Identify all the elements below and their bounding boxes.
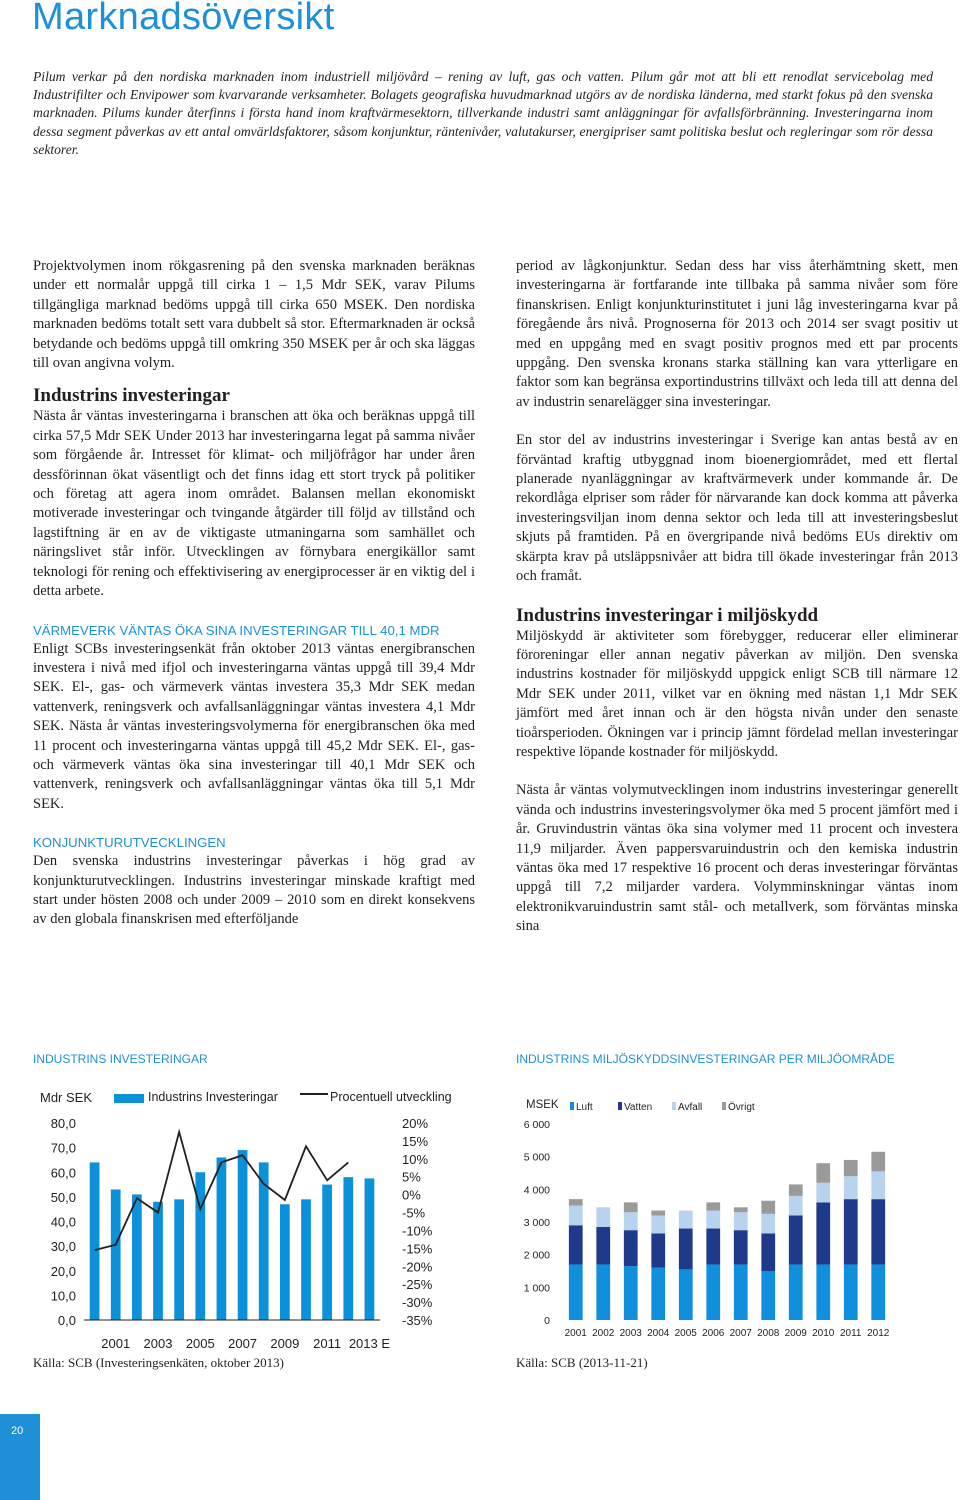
chart2-unit-label: MSEK — [526, 1099, 559, 1111]
x-tick-label: 2003 — [143, 1336, 173, 1351]
y-tick-label: 20,0 — [50, 1263, 76, 1279]
paragraph: Nästa år väntas volymutvecklingen inom industrins investeringar generellt vända och industrins investeringsvolymer öka med 5 procent jämfört med i år. Gruvindustrin väntas öka sina volymer med 11 procent och investera 11,9 miljarder. Även pappersvaruindustrin och den kemiska industrin väntas öka med 17 respektive 16 procent och deras investeringar förväntas uppgå till 7,2 miljarder vardera. Volymminskningar väntas inom elektronikvaruindustrin samt stål- och metallverk, som förväntas minska sina — [516, 782, 958, 935]
y-tick-label: 60,0 — [50, 1165, 76, 1181]
x-tick-label: 2001 — [101, 1336, 131, 1351]
y2-tick-label: -10% — [402, 1223, 433, 1239]
y-tick-label: 6 000 — [523, 1119, 550, 1131]
x-tick-label: 2002 — [592, 1328, 615, 1339]
paragraph: period av lågkonjunktur. Sedan dess har viss återhämtning skett, men investeringarna är fortfarande inte tillbaka på samma nivåer som före finanskrisen. Enligt konjunkturinstitutet i juni låg investeringarna kvar på föregående års nivå. Prognoserna för 2013 och 2014 ser svagt positiv ut med en uppgång med en svagt positiv prognos med ett par procents uppgång. Den svenska kronans starka ställning kan vara ytterligare en faktor som kan begränsa exportindustrins tillväxt och leda till att denna del av industrin senarelägger sina investeringar. — [516, 258, 958, 410]
paragraph: Den svenska industrins investeringar påverkas i hög grad av konjunkturutvecklingen. Industrins investeringar minskade kraftigt med start under hösten 2008 och under 2009 – 2010 som en direkt konsekvens av den globala finanskrisen med efterföljande — [33, 853, 475, 928]
bar-segment-luft — [844, 1264, 858, 1320]
y2-tick-label: -30% — [402, 1295, 433, 1311]
y-tick-label: 10,0 — [50, 1288, 76, 1304]
bar-segment-avfall — [761, 1214, 775, 1234]
x-tick-label: 2003 — [619, 1328, 642, 1339]
bar-segment-övrigt — [624, 1202, 638, 1212]
chart2-source: Källa: SCB (2013-11-21) — [516, 1355, 648, 1370]
bar-segment-avfall — [789, 1196, 803, 1216]
section-heading: Industrins investeringar — [33, 385, 230, 407]
x-tick-label: 2013 E — [348, 1336, 391, 1351]
legend-label: Övrigt — [728, 1102, 755, 1113]
y2-tick-label: -25% — [402, 1277, 433, 1293]
legend-swatch — [570, 1102, 574, 1110]
bar-segment-övrigt — [651, 1211, 665, 1216]
bar-segment-luft — [679, 1269, 693, 1320]
bar-segment-avfall — [651, 1215, 665, 1233]
x-tick-label: 2005 — [185, 1336, 215, 1351]
y-tick-label: 0 — [544, 1315, 550, 1327]
chart1-heading: INDUSTRINS INVESTERINGAR — [33, 1052, 208, 1066]
bar-segment-övrigt — [734, 1207, 748, 1212]
bar-segment-luft — [871, 1264, 885, 1320]
legend-swatch — [722, 1102, 726, 1110]
bar-industry-investment — [132, 1194, 142, 1320]
x-tick-label: 2006 — [702, 1328, 725, 1339]
chart2-heading: INDUSTRINS MILJÖSKYDDSINVESTERINGAR PER MILJÖOMRÅDE — [516, 1052, 895, 1066]
intro-paragraph: Pilum verkar på den nordiska marknaden inom industriell miljövård – rening av luft, gas och vatten. Pilum går mot att bli ett renodlat servicebolag med Industrifilter och Envipower som kvarvarande verksamheter. Bolagets geografiska huvudmarknad utgörs av de nordiska länderna, med starkt fokus på den svenska marknaden. Pilums kunder återfinns i första hand inom kraftvärmesektorn, tillverkande industri samt anläggningar för avfallsförbränning. Investeringarna inom dessa segment påverkas av ett antal omvärldsfaktorer, såsom konjunktur, räntenivåer, valutakurser, energipriser samt politiska beslut och regleringar som rör dessa sektorer. — [33, 69, 933, 157]
bar-segment-avfall — [871, 1171, 885, 1199]
chart1-unit-label: Mdr SEK — [40, 1090, 93, 1105]
bar-segment-övrigt — [789, 1184, 803, 1195]
bar-segment-övrigt — [816, 1163, 830, 1183]
y-tick-label: 80,0 — [50, 1116, 76, 1131]
bar-segment-luft — [789, 1264, 803, 1320]
y2-tick-label: 15% — [402, 1133, 429, 1149]
subsection-heading: VÄRMEVERK VÄNTAS ÖKA SINA INVESTERINGAR TILL 40,1 MDR — [33, 622, 440, 638]
y-tick-label: 30,0 — [50, 1239, 76, 1255]
bar-industry-investment — [217, 1157, 227, 1320]
x-tick-label: 2005 — [674, 1328, 697, 1339]
y2-tick-label: -20% — [402, 1259, 433, 1275]
x-tick-label: 2008 — [757, 1328, 780, 1339]
bar-segment-vatten — [624, 1230, 638, 1266]
right-column — [516, 257, 958, 937]
y2-tick-label: -5% — [402, 1205, 426, 1221]
bar-segment-vatten — [789, 1215, 803, 1264]
bar-segment-övrigt — [761, 1201, 775, 1214]
paragraph: Nästa år väntas investeringarna i branschen att öka och beräknas uppgå till cirka 57,5 Mdr SEK Under 2013 har investeringarna legat på samma nivåer som förgående år. Intresset för klimat- och miljöfrågor har under åren dessförinnan ökat väsentligt och det finns idag ett stort tryck på politiker och företag att agera inom området. Balansen mellan ekonomiskt motiverade investeringar och tvingande åtgärder till följd av tillstånd och lagstiftning är en av de viktigaste utmaningarna som samhället och näringslivet står inför. Utvecklingen av förnybara energikällor samt teknologi för rening och effektivisering av energiprocesser är en viktig del i detta arbete. — [33, 408, 475, 600]
y2-tick-label: 10% — [402, 1151, 429, 1167]
y2-tick-label: 20% — [402, 1116, 429, 1131]
y-tick-label: 4 000 — [523, 1184, 550, 1197]
page-number: 20 — [11, 1425, 24, 1437]
bar-segment-avfall — [734, 1212, 748, 1230]
bar-industry-investment — [365, 1178, 375, 1320]
bar-segment-vatten — [651, 1233, 665, 1267]
bar-segment-luft — [624, 1266, 638, 1320]
legend-bar-swatch — [114, 1094, 144, 1103]
bar-industry-investment — [343, 1177, 353, 1320]
y-tick-label: 0,0 — [57, 1313, 76, 1328]
section-heading: Industrins investeringar i miljöskydd — [516, 604, 819, 626]
x-tick-label: 2011 — [313, 1336, 342, 1351]
y2-tick-label: -15% — [402, 1241, 433, 1257]
bar-segment-övrigt — [569, 1199, 583, 1206]
bar-industry-investment — [322, 1185, 332, 1320]
bar-segment-avfall — [844, 1176, 858, 1199]
bar-segment-vatten — [761, 1233, 775, 1271]
bar-segment-vatten — [871, 1199, 885, 1264]
bar-segment-vatten — [569, 1225, 583, 1264]
bar-segment-avfall — [596, 1207, 610, 1227]
y-tick-label: 1 000 — [523, 1282, 550, 1295]
paragraph: Enligt SCBs investeringsenkät från oktober 2013 väntas energibranschen investera i nivå med ifjol och investeringarna väntas uppgå till 39,4 Mdr SEK. El-, gas- och värmeverk väntas investera 35,3 Mdr SEK medan vattenverk, reningsverk och avfallsanläggningar väntas investera 4,1 Mdr SEK. Nästa år väntas investeringsvolymerna för energibranschen öka med 11 procent och investeringarna väntas uppgå till 45,2 Mdr SEK. El-, gas- och värmeverk väntas öka sina investeringar till 40,1 Mdr SEK och vattenverk, reningsverk och avfallsanläggningar väntas öka till 5,1 Mdr SEK. — [33, 640, 475, 812]
y-tick-label: 2 000 — [523, 1249, 550, 1262]
x-tick-label: 2009 — [270, 1336, 300, 1351]
y-tick-label: 5 000 — [523, 1151, 550, 1164]
y2-tick-label: 0% — [402, 1187, 421, 1203]
page-number-box — [0, 1414, 40, 1500]
bar-industry-investment — [280, 1204, 290, 1320]
x-tick-label: 2009 — [784, 1328, 807, 1339]
bar-industry-investment — [174, 1199, 184, 1320]
bar-segment-luft — [569, 1264, 583, 1320]
x-tick-label: 2004 — [647, 1328, 670, 1339]
bar-industry-investment — [301, 1199, 311, 1320]
bar-segment-avfall — [706, 1211, 720, 1229]
bar-segment-luft — [734, 1264, 748, 1320]
x-tick-label: 2011 — [839, 1328, 862, 1339]
y-tick-label: 3 000 — [523, 1217, 550, 1229]
bar-industry-investment — [238, 1150, 248, 1320]
bar-segment-luft — [596, 1264, 610, 1320]
legend-label: Procentuell utveckling — [330, 1090, 452, 1104]
bar-segment-avfall — [569, 1206, 583, 1226]
y-tick-label: 40,0 — [50, 1214, 76, 1230]
x-tick-label: 2012 — [867, 1328, 890, 1339]
bar-segment-övrigt — [871, 1152, 885, 1172]
bar-industry-investment — [153, 1202, 163, 1320]
chart2-environmental-investments — [512, 1088, 932, 1350]
bar-segment-vatten — [816, 1202, 830, 1264]
bar-segment-avfall — [679, 1211, 693, 1229]
x-tick-label: 2007 — [228, 1336, 258, 1351]
y2-tick-label: 5% — [402, 1169, 421, 1185]
left-column — [33, 257, 475, 930]
paragraph: En stor del av industrins investeringar i Sverige kan antas bestå av en förväntad kraftig utbyggnad inom bioenergiområdet, med ett flertal planerade nyanläggningar av kraftvärmeverk under kommande år. De rekordlåga elpriser som råder för närvarande kan dock komma att påverka investeringsviljan inom denna sektor och leda till att investeringsbeslut skjuts på framtiden. På en övergripande nivå bedöms EUs direktiv om skärpta krav på utsläppsnivåer att bidra till ökade investeringar från 2013 och framåt. — [516, 432, 958, 585]
bar-segment-luft — [761, 1271, 775, 1320]
bar-segment-luft — [706, 1264, 720, 1320]
page-title: Marknadsöversikt — [32, 0, 335, 38]
bar-segment-vatten — [706, 1229, 720, 1265]
bar-segment-vatten — [844, 1199, 858, 1264]
chart1-source: Källa: SCB (Investeringsenkäten, oktober 2013) — [33, 1355, 284, 1370]
legend-label: Vatten — [624, 1102, 653, 1113]
bar-segment-vatten — [679, 1229, 693, 1270]
bar-industry-investment — [111, 1189, 121, 1320]
chart1-industry-investments — [30, 1080, 480, 1355]
legend-swatch — [672, 1102, 676, 1110]
y-tick-label: 50,0 — [50, 1189, 76, 1205]
x-tick-label: 2007 — [729, 1328, 752, 1339]
legend-label: Industrins Investeringar — [148, 1090, 278, 1104]
paragraph: Miljöskydd är aktiviteter som förebygger, reducerar eller eliminerar föroreningar eller annan negativ påverkan av miljön. Den svenska industrins kostnader för miljöskydd uppgick enligt SCB till närmare 12 Mdr SEK under 2011, vilket var en ökning med nästan 1,1 Mdr SEK jämfört med året innan och är den högsta nivån under den senaste tioårsperioden. Ökningen var i princip jämnt fördelad mellan investeringar respektive löpande kostnader för miljöskydd. — [516, 627, 958, 760]
bar-segment-avfall — [816, 1183, 830, 1203]
bar-industry-investment — [90, 1162, 100, 1320]
y-tick-label: 70,0 — [50, 1140, 76, 1156]
subsection-heading: KONJUNKTURUTVECKLINGEN — [33, 835, 226, 851]
bar-segment-vatten — [596, 1227, 610, 1265]
bar-segment-luft — [651, 1268, 665, 1320]
legend-label: Luft — [576, 1102, 593, 1113]
bar-segment-övrigt — [706, 1202, 720, 1210]
paragraph: Projektvolymen inom rökgasrening på den svenska marknaden beräknas under ett normalår uppgå till cirka 1 – 1,5 Mdr SEK, varav Pilums tillgängliga marknad bedöms uppgå till cirka 650 MSEK. Den nordiska marknaden bedöms totalt sett vara dubbelt så stor. Eftermarknaden är också betydande och bedöms uppgå till omkring 350 MSEK per år och ska läggas till ovan angivna volym. — [33, 258, 475, 372]
x-tick-label: 2010 — [812, 1328, 835, 1339]
x-tick-label: 2001 — [564, 1328, 587, 1339]
legend-swatch — [618, 1102, 622, 1110]
legend-label: Avfall — [678, 1102, 703, 1113]
bar-segment-avfall — [624, 1212, 638, 1230]
bar-segment-vatten — [734, 1230, 748, 1264]
bar-segment-luft — [816, 1264, 830, 1320]
bar-segment-övrigt — [844, 1160, 858, 1176]
y2-tick-label: -35% — [402, 1313, 433, 1328]
